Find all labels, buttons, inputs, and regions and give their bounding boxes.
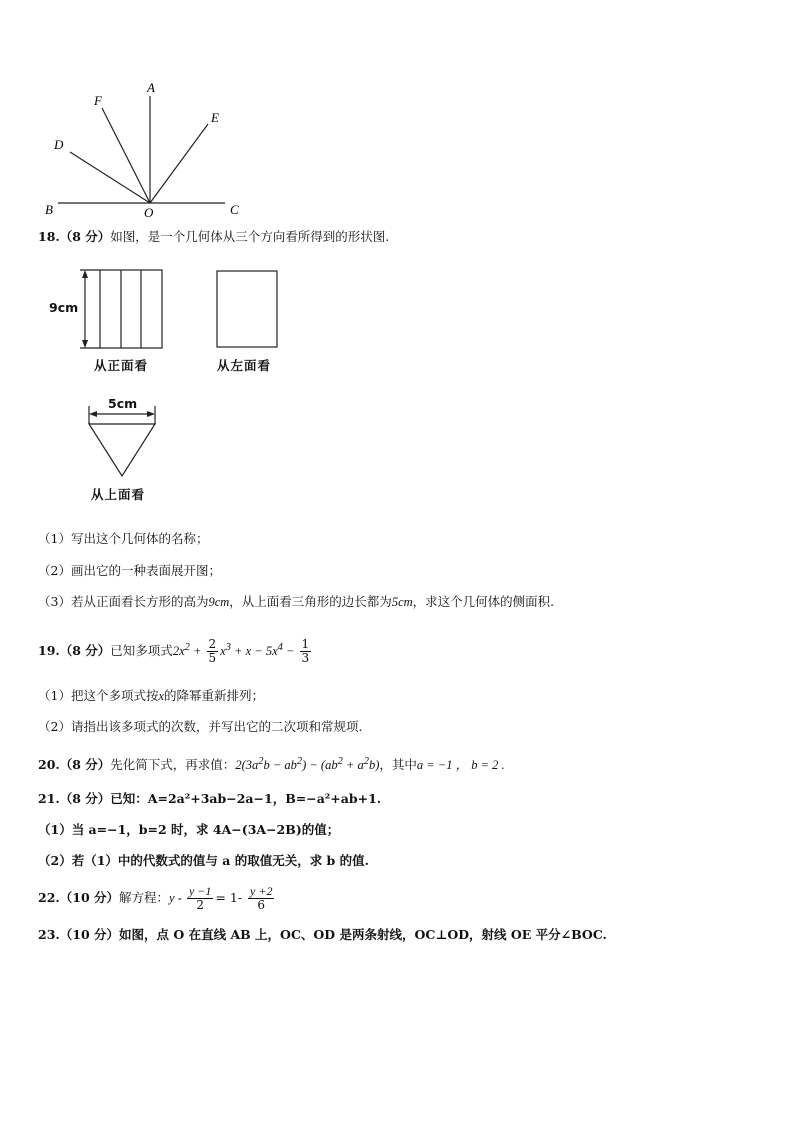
q19-polynomial-part-2: $x^3 + x - 5x^4$ − — [220, 642, 298, 659]
q19-fraction-2-5: $\frac{2}{5}$ — [208, 637, 217, 666]
q21-number: 21.（8 分） — [38, 791, 111, 806]
question-20 — [38, 754, 505, 773]
left-view-caption: 从左面看 — [217, 358, 272, 373]
question-19 — [38, 630, 313, 669]
q23-text: 如图，点 O 在直线 AB 上，OC、OD 是两条射线，OC⊥OD，射线 OE 平分∠BOC. — [119, 927, 607, 942]
ray-oe — [150, 124, 208, 203]
q22-equation-y: y - — [169, 891, 185, 905]
width-arrow-head-right — [147, 411, 155, 417]
label-c: C — [230, 202, 239, 217]
q19-number: 19.（8 分） — [38, 643, 111, 659]
width-arrow-head-left — [89, 411, 97, 417]
q18-text: 如图，是一个几何体从三个方向看所得到的形状图. — [110, 229, 390, 244]
q18-sub-1: （1）写出这个几何体的名称； — [38, 531, 209, 546]
q19-sub-1 — [38, 688, 264, 704]
height-label: 9cm — [49, 300, 79, 315]
q19-sub1-b: 的降幂重新排列； — [164, 688, 265, 703]
q18-sub-2: （2）画出它的一种表面展开图； — [38, 563, 221, 578]
q22-text: 解方程： — [119, 890, 170, 905]
question-18 — [38, 229, 389, 245]
question-23 — [38, 927, 607, 943]
q19-sub1-var: x — [158, 689, 165, 703]
q22-fraction-right: $\frac{y +2}{6}$ — [250, 884, 273, 912]
label-a: A — [147, 80, 155, 95]
q20-expression: $2(3a^2b - ab^2) - (ab^2 + a^2b)$ — [235, 756, 380, 773]
q20-number: 20.（8 分） — [38, 757, 111, 773]
q18-sub3-c: ，求这个几何体的侧面积. — [412, 594, 555, 609]
q19-sub1-a: （1）把这个多项式按 — [38, 688, 159, 703]
q18-sub3-v1: 9cm — [208, 595, 230, 609]
label-f: F — [94, 93, 102, 108]
question-22 — [38, 880, 276, 916]
q21-text: 已知：A=2a²+3ab−2a−1，B=−a²+ab+1. — [110, 791, 382, 806]
width-label: 5cm — [108, 396, 138, 411]
q19-polynomial-part-1: $2x^2$ + — [172, 642, 205, 659]
height-arrow-head-top — [82, 270, 88, 278]
ray-od — [70, 152, 150, 203]
q22-fraction-left: $\frac{y -1}{2}$ — [188, 884, 212, 912]
top-view-figure — [84, 404, 160, 480]
left-view-figure — [215, 270, 281, 350]
q18-number: 18.（8 分） — [38, 229, 111, 244]
label-b: B — [45, 202, 53, 217]
top-view-caption: 从上面看 — [91, 487, 146, 502]
q21-sub-1: （1）当 a=−1，b=2 时，求 4A−(3A−2B)的值； — [38, 822, 340, 837]
top-view-triangle — [89, 424, 155, 476]
q18-sub3-v2: 5cm — [391, 595, 413, 609]
angle-rays-figure — [40, 78, 250, 223]
q23-number: 23.（10 分） — [38, 927, 119, 942]
q18-sub3-a: （3）若从正面看长方形的高为 — [38, 594, 209, 609]
q20-tail: ，其中 — [379, 757, 417, 773]
question-21 — [38, 791, 381, 807]
left-view-rect — [217, 271, 277, 347]
q19-fraction-1-3: $\frac{1}{3}$ — [301, 637, 310, 666]
ray-of — [102, 108, 150, 203]
q20-condition: a = −1 ， b = 2 . — [416, 758, 505, 773]
q22-equation-mid: = 1- — [215, 890, 247, 905]
front-view-rect — [100, 270, 162, 348]
q18-sub-3 — [38, 594, 554, 610]
q19-text: 已知多项式 — [110, 643, 173, 659]
q21-sub-2: （2）若（1）中的代数式的值与 a 的取值无关，求 b 的值. — [38, 853, 369, 868]
q20-text: 先化简下式，再求值： — [110, 757, 236, 773]
q19-sub-2: （2）请指出该多项式的次数，并写出它的二次项和常规项. — [38, 719, 363, 734]
q18-sub3-b: ，从上面看三角形的边长都为 — [229, 594, 392, 609]
label-e: E — [211, 110, 219, 125]
q22-number: 22.（10 分） — [38, 890, 119, 905]
label-o: O — [144, 205, 154, 220]
front-view-caption: 从正面看 — [94, 358, 149, 373]
label-d: D — [54, 137, 64, 152]
height-arrow-head-bottom — [82, 340, 88, 348]
